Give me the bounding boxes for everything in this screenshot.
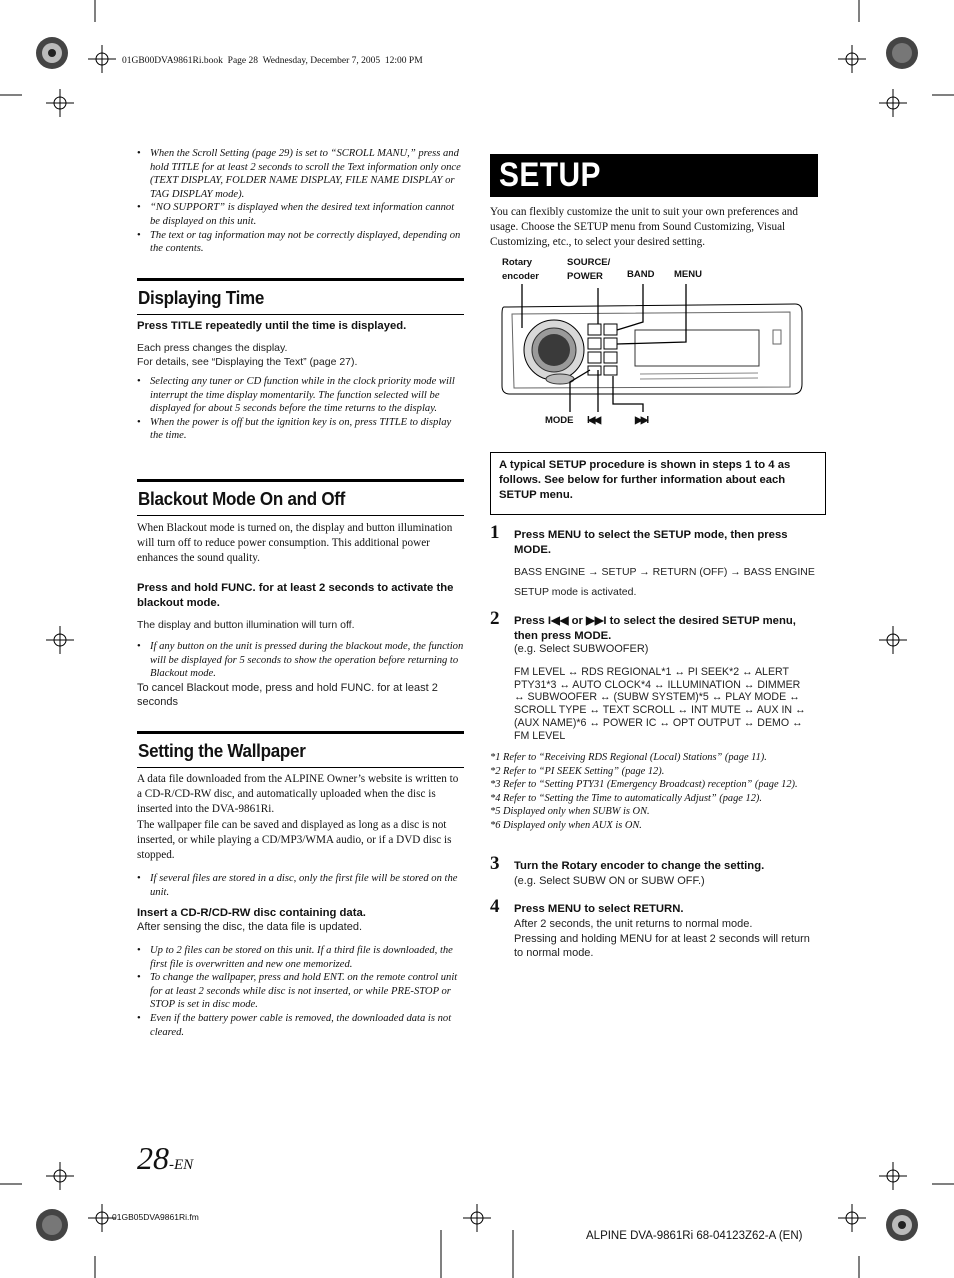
wallpaper-result: After sensing the disc, the data file is updated. (137, 921, 363, 933)
chain-line: FM LEVEL (514, 729, 566, 742)
bullet-scroll-setting: • When the Scroll Setting (page 29) is set to “SCROLL MANU,” press and hold TITLE for at least 2 seconds to scroll the Text information only once (TEXT DISPLAY, FOLDER NAME DISPLAY, FILE NAME DISPLAY or TAG DISPLAY mode). (137, 147, 465, 201)
crosshair-icon (838, 45, 866, 73)
label-prev: I◀◀ (587, 415, 600, 426)
bullet-two-files: • Up to 2 files can be stored on this unit. If a third file is downloaded, the first file is overwritten and new one memorized. (137, 944, 465, 971)
crosshair-icon (463, 1204, 491, 1232)
wallpaper-para1: A data file downloaded from the ALPINE Owner’s website is written to a CD-R/CD-RW disc, and automatically uploaded when the disc is inserted into the DVA-9861Ri. (137, 773, 459, 815)
step-4-lines (514, 917, 814, 961)
registration-disk-icon (886, 1209, 918, 1241)
registration-disk-icon (886, 37, 918, 69)
bullet-several-files: • If several files are stored in a disc, only the first file will be stored on the unit. (137, 872, 465, 899)
footnotes (490, 751, 820, 833)
section-title: Displaying Time (138, 287, 265, 308)
footnote: *6 Displayed only when AUX is ON. (490, 819, 642, 831)
time-bullets (137, 375, 465, 443)
step-number: 2 (490, 608, 500, 629)
registration-disk-icon (36, 1209, 68, 1241)
footnote: *4 Refer to “Setting the Time to automatically Adjust” (page 12). (490, 792, 762, 804)
crosshair-icon (46, 626, 74, 654)
crosshair-icon (838, 1204, 866, 1232)
step-2-example: (e.g. Select SUBWOOFER) (514, 643, 649, 655)
section-title: Setting the Wallpaper (138, 740, 306, 761)
crosshair-icon (879, 89, 907, 117)
blackout-cancel: To cancel Blackout mode, press and hold FUNC. for at least 2 seconds (137, 682, 438, 708)
bullet-blackout-press: • If any button on the unit is pressed during the blackout mode, the function will be displayed for 5 seconds to show the operation before returning to Blackout mode. (137, 640, 465, 681)
footer-file-name: 01GB05DVA9861Ri.fm (112, 1212, 199, 1222)
time-instruction: Press TITLE repeatedly until the time is displayed. (137, 320, 407, 332)
file-info-header: 01GB00DVA9861Ri.book Page 28 Wednesday, December 7, 2005 12:00 PM (122, 56, 423, 66)
label-menu: MENU (674, 269, 702, 280)
section-displaying-time-heading (137, 278, 464, 315)
setup-title: SETUP (499, 156, 601, 194)
step-4-line: After 2 seconds, the unit returns to normal mode. (514, 918, 753, 930)
step-4-instruction: Press MENU to select RETURN. (514, 903, 684, 915)
label-source-power: SOURCE/ POWER (567, 257, 611, 282)
wallpaper-para2: The wallpaper file can be saved and displayed as long as a disc is not inserted, or while playing a CD/MP3/WMA audio, or if a DVD disc is stopped. (137, 819, 452, 861)
unit-diagram (490, 252, 820, 432)
section-wallpaper-heading (137, 731, 464, 768)
chain-line: ↔ SUBWOOFER ↔ (SUBW SYSTEM)*5 ↔ PLAY MODE ↔ (514, 691, 800, 704)
chain-line: PTY31*3 ↔ AUTO CLOCK*4 ↔ ILLUMINATION ↔ DIMMER (514, 678, 801, 691)
footnote: *5 Displayed only when SUBW is ON. (490, 806, 650, 818)
crosshair-icon (879, 626, 907, 654)
setup-menu-chain (514, 666, 824, 742)
footer-model: ALPINE DVA-9861Ri 68-04123Z62-A (EN) (586, 1230, 803, 1242)
step-3-instruction: Turn the Rotary encoder to change the setting. (514, 860, 765, 872)
bullet-no-support: • “NO SUPPORT” is displayed when the desired text information cannot be displayed on this unit. (137, 201, 465, 228)
setup-banner (490, 154, 818, 197)
label-rotary-encoder: Rotary encoder (502, 257, 539, 282)
desc-line: For details, see “Displaying the Text” (page 27). (137, 355, 358, 368)
step-number: 1 (490, 522, 500, 543)
bullet-battery: • Even if the battery power cable is removed, the downloaded data is not cleared. (137, 1012, 465, 1039)
page-number-suffix: -EN (169, 1157, 194, 1173)
wallpaper-instruction: Insert a CD-R/CD-RW disc containing data. (137, 907, 366, 919)
footnote: *3 Refer to “Setting PTY31 (Emergency Broadcast) reception” (page 12). (490, 779, 798, 791)
section-blackout-heading (137, 479, 464, 516)
bullet-clock-priority: • Selecting any tuner or CD function while in the clock priority mode will interrupt the time display momentarily. The function selected will be displayed for about 5 seconds before the time returns to the display. (137, 375, 465, 416)
crosshair-icon (88, 45, 116, 73)
head-unit-drawing (490, 252, 820, 432)
step-1-flow: BASS ENGINE → SETUP → RETURN (OFF) → BASS ENGINE (514, 566, 815, 578)
step-number: 4 (490, 896, 500, 917)
footnote: *2 Refer to “PI SEEK Setting” (page 12). (490, 765, 665, 777)
section-title: Blackout Mode On and Off (138, 488, 346, 509)
desc-line: Each press changes the display. (137, 342, 288, 354)
crosshair-icon (46, 1162, 74, 1190)
blackout-result: The display and button illumination will turn off. (137, 619, 355, 631)
step-3-example: (e.g. Select SUBW ON or SUBW OFF.) (514, 875, 705, 887)
label-next: ▶▶I (635, 415, 648, 426)
page-number (137, 1140, 193, 1177)
blackout-instruction: Press and hold FUNC. for at least 2 seconds to activate the blackout mode. (137, 582, 454, 609)
chain-line: SCROLL TYPE ↔ TEXT SCROLL ↔ INT MUTE ↔ AUX IN ↔ (514, 704, 806, 717)
footnote: *1 Refer to “Receiving RDS Regional (Local) Stations” (page 11). (490, 752, 767, 763)
bullet-change-wallpaper: • To change the wallpaper, press and hold ENT. on the remote control unit for at least 2 seconds while disc is not inserted, or while PRE-STOP or STOP is set in disc mode. (137, 971, 465, 1012)
step-4-line: Pressing and holding MENU for at least 2 seconds will return to normal mode. (514, 932, 810, 959)
intro-bullets (137, 147, 465, 256)
wallpaper-bullets (137, 944, 465, 1039)
blackout-intro: When Blackout mode is turned on, the display and button illumination will turn off to reduce power consumption. This additional power enhances the sound quality. (137, 522, 453, 564)
bullet-text-tag: • The text or tag information may not be correctly displayed, depending on the contents. (137, 229, 465, 256)
crosshair-icon (46, 89, 74, 117)
chain-line: FM LEVEL ↔ RDS REGIONAL*1 ↔ PI SEEK*2 ↔ ALERT (514, 666, 789, 678)
setup-box-text: A typical SETUP procedure is shown in steps 1 to 4 as follows. See below for further information about each SETUP menu. (499, 459, 791, 501)
label-mode: MODE (545, 415, 574, 426)
step-1-note: SETUP mode is activated. (514, 586, 637, 598)
setup-procedure-box (490, 452, 826, 515)
blackout-bullets (137, 640, 465, 681)
bullet-power-off: • When the power is off but the ignition key is on, press TITLE to display the time. (137, 416, 465, 443)
time-desc (137, 342, 467, 369)
chain-line: (AUX NAME)*6 ↔ POWER IC ↔ OPT OUTPUT ↔ DEMO ↔ (514, 716, 803, 729)
page-number-value: 28 (137, 1140, 169, 1176)
step-number: 3 (490, 853, 500, 874)
label-band: BAND (627, 269, 655, 280)
crosshair-icon (879, 1162, 907, 1190)
wallpaper-bullet1 (137, 872, 465, 899)
setup-intro: You can flexibly customize the unit to suit your own preferences and usage. Choose the SETUP menu from Sound Customizing, Visual Customizing, etc., to select your desired setting. (490, 206, 798, 248)
step-1-instruction: Press MENU to select the SETUP mode, then press MODE. (514, 529, 788, 556)
step-2-instruction: Press I◀◀ or ▶▶I to select the desired SETUP menu, then press MODE. (514, 615, 796, 642)
registration-disk-icon (36, 37, 68, 69)
